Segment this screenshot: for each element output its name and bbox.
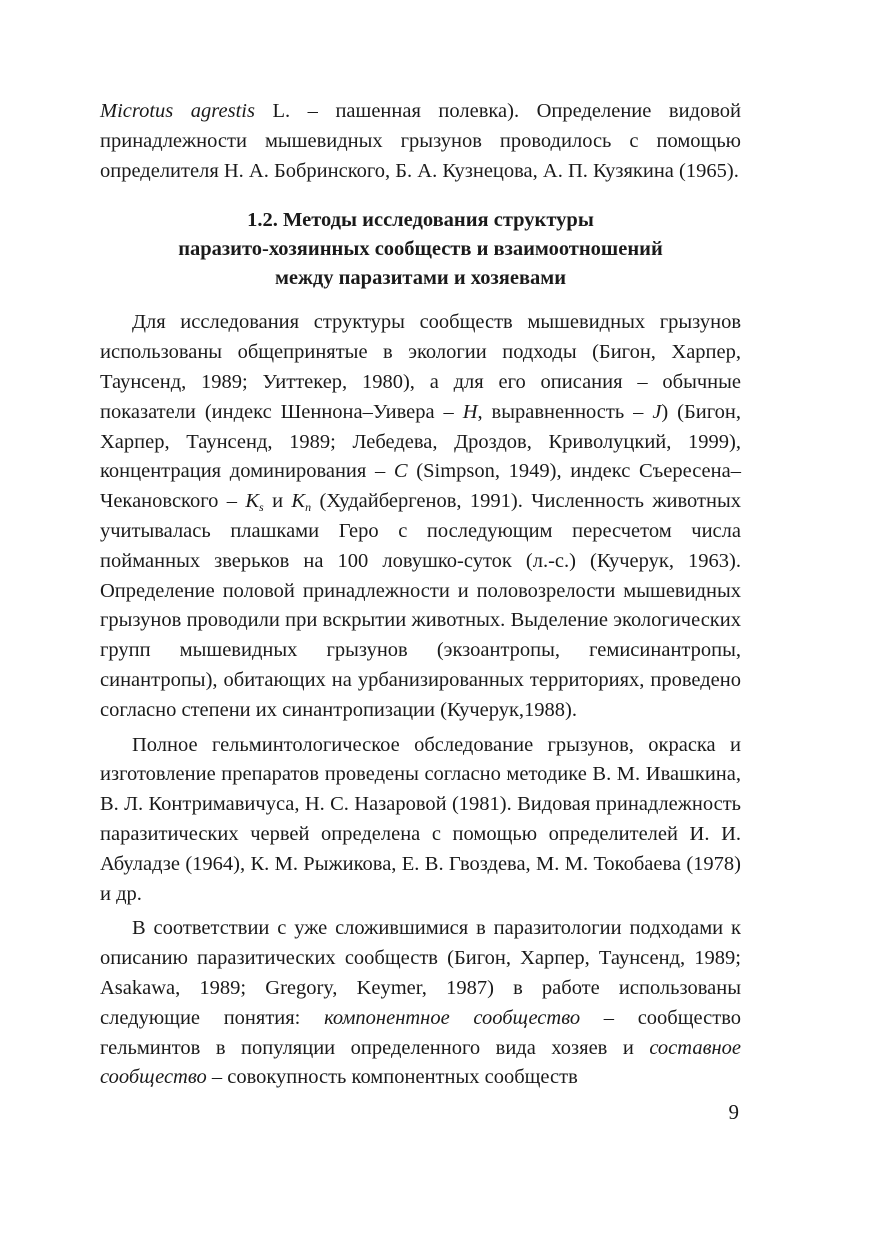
paragraph-helminth: Полное гельминтологическое обследование грызунов, окраска и изготовление препаратов проведены согласно методике В. М. Ивашкина, В. Л. Контримавичуса, Н. С. Назаровой (1981). Видовая принадлежность паразитических червей определена с помощью определителей И. И. Абуладзе (1964), К. М. Рыжикова, Е. В. Гвоздева, М. М. Токобаева (1978) и др. (100, 733, 741, 905)
symbol-kn: $K_n$ (291, 490, 312, 515)
species-name: Microtus agrestis (100, 100, 255, 122)
symbol-ks: $K_s$ (245, 490, 264, 515)
heading-line: 1.2. Методы исследования структуры (247, 209, 594, 232)
paragraph-text: L. – пашенная полевка). Определение видовой принадлежности мышевидных грызунов проводилось с помощью определителя Н. А. Бобринского, Б. А. Кузнецова, А. П. Кузякина (1965). (100, 100, 741, 182)
paragraph-communities: В соответствии с уже сложившимися в паразитологии подходами к описанию паразитических сообществ (Бигон, Харпер, Таунсенд, 1989; Asakawa, 1989; Gregory, Keymer, 1987) в работе использованы следующие понятия: компонентное сообщество – сообщество гельминтов в популяции определенного вида хозяев и составное сообщество – совокупность компонентных сообществ (100, 917, 741, 1089)
heading-line: паразито-хозяинных сообществ и взаимоотношений (178, 238, 663, 261)
symbol-c: C (393, 460, 408, 483)
symbol-j: J (652, 400, 662, 423)
term-compound-community: составное сообщество (100, 1036, 741, 1089)
section-heading (100, 206, 741, 293)
paragraph-methods: Для исследования структуры сообществ мышевидных грызунов использованы общепринятые в экологии подходы (Бигон, Харпер, Таунсенд, 1989; Уиттекер, 1980), а для его описания – обычные показатели (индекс Шеннона–Уивера – H, выравненность – J) (Бигон, Харпер, Таунсенд, 1989; Лебедева, Дроздов, Криволуцкий, 1999), концентрация доминирования – C (Simpson, 1949), индекс Съересена–Чекановского – $K_s$ и $K_n$ (Худайбергенов, 1991). Численность животных учитывалась плашками Геро с последующим пересчетом числа пойманных зверьков на 100 ловушко-суток (л.-с.) (Кучерук, 1963). Определение половой принадлежности и половозрелости мышевидных грызунов проводили при вскрытии животных. Выделение экологических групп мышевидных грызунов (экзоантропы, гемисинантропы, синантропы), обитающих на урбанизированных территориях, проведено согласно степени их синантропизации (Кучерук,1988). (100, 311, 741, 721)
paragraph-continuation (100, 97, 741, 186)
symbol-h: H (462, 400, 478, 423)
page-number: 9 (728, 1100, 739, 1124)
term-component-community: компонентное сообщество (324, 1006, 581, 1029)
page-body (100, 97, 741, 1093)
heading-line: между паразитами и хозяевами (274, 267, 567, 290)
